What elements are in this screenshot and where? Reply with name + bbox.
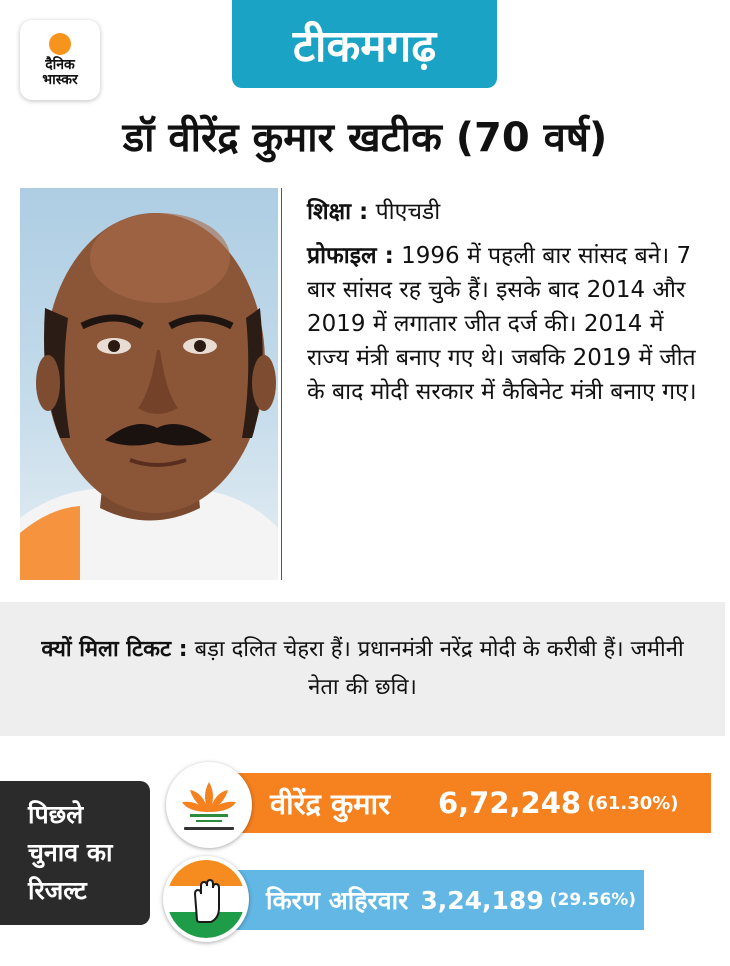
- why-ticket-text: [24, 631, 701, 707]
- result-label-line2: चुनाव का: [28, 838, 113, 867]
- inc-votes: 3,24,189: [420, 885, 544, 915]
- candidate-portrait-icon: [20, 188, 278, 580]
- inc-hand-icon: [163, 856, 249, 942]
- bjp-votes: 6,72,248: [437, 786, 582, 820]
- result-bar-bjp: [228, 773, 711, 833]
- profile-row: [307, 239, 712, 409]
- inc-candidate-name: किरण अहिरवार: [266, 886, 409, 915]
- why-ticket-box: [0, 602, 725, 736]
- candidate-name: डॉ वीरेंद्र कुमार खटीक (70 वर्ष): [122, 115, 608, 161]
- photo-divider: [281, 188, 282, 580]
- why-ticket-value: बड़ा दलित चेहरा हैं। प्रधानमंत्री नरेंद्र मोदी के करीबी हैं। जमीनी नेता की छवि।: [194, 637, 684, 700]
- result-label-line1: पिछले: [28, 800, 84, 829]
- result-label-line3: रिजल्ट: [28, 876, 87, 905]
- bjp-lotus-icon: [166, 762, 252, 848]
- bjp-percent: (61.30%): [587, 792, 679, 814]
- bjp-candidate-name: वीरेंद्र कुमार: [270, 786, 390, 821]
- candidate-info: [307, 195, 712, 419]
- constituency-banner: टीकमगढ़: [232, 0, 497, 88]
- education-row: [307, 195, 712, 229]
- profile-value: 1996 में पहली बार सांसद बने। 7 बार सांसद रह चुके हैं। इसके बाद 2014 और 2019 में लगातार जीत दर्ज की। 2014 में राज्य मंत्री बनाए गए थे। जबकि 2019 में जीत के बाद मोदी सरकार में कैबिनेट मंत्री बनाए गए।: [307, 243, 697, 405]
- why-ticket-label: क्यों मिला टिकट :: [41, 637, 188, 662]
- sun-icon: [49, 33, 71, 55]
- previous-result-label: [0, 781, 150, 925]
- result-bar-inc: [228, 870, 644, 930]
- candidate-photo: [20, 188, 278, 580]
- logo-text-line2: भास्कर: [42, 71, 78, 88]
- inc-percent: (29.56%): [549, 890, 637, 910]
- logo-text-line1: दैनिक: [45, 56, 75, 73]
- education-label: शिक्षा :: [307, 199, 369, 225]
- education-value: पीएचडी: [375, 199, 441, 225]
- profile-label: प्रोफाइल :: [307, 243, 394, 269]
- dainik-bhaskar-logo: [20, 20, 100, 100]
